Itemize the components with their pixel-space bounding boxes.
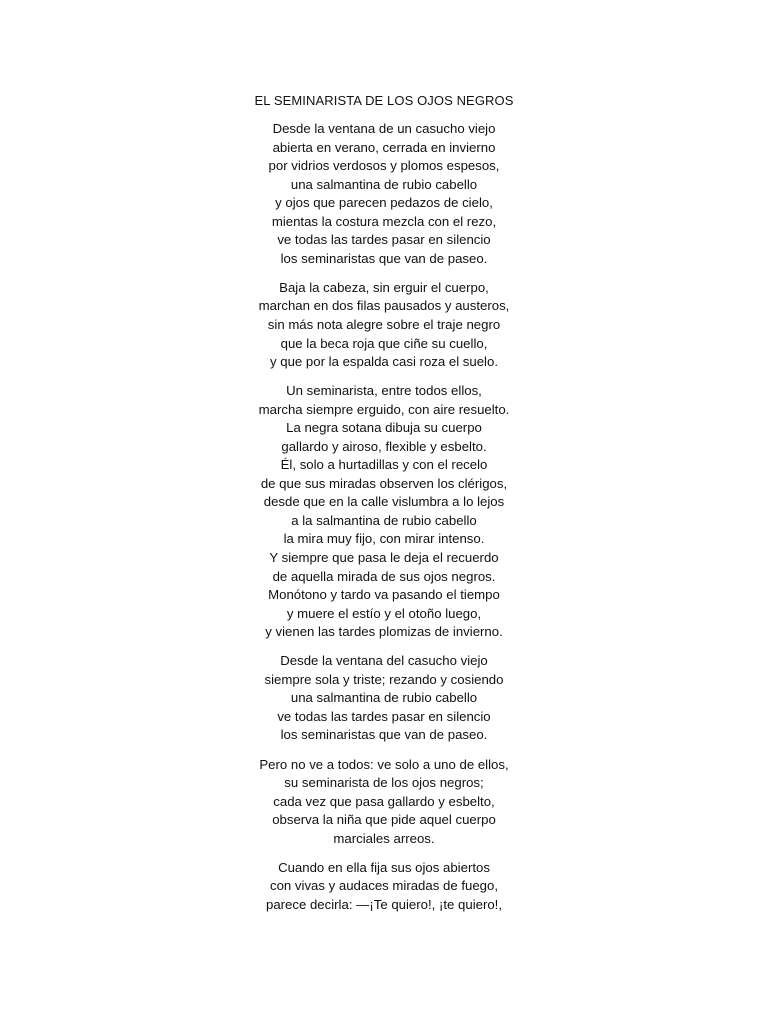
poem-line: una salmantina de rubio cabello [290, 690, 478, 706]
poem-line: mientas la costura mezcla con el rezo, [271, 213, 497, 229]
poem-line: sin más nota alegre sobre el traje negro [267, 316, 501, 332]
poem-line: de aquella mirada de sus ojos negros. [272, 568, 496, 584]
poem-line: siempre sola y triste; rezando y cosiendo [264, 671, 504, 687]
poem-title: EL SEMINARISTA DE LOS OJOS NEGROS [254, 93, 514, 108]
poem-line: desde que en la calle vislumbra a lo lejos [263, 494, 505, 510]
poem-line: marcha siempre erguido, con aire resuelto. [258, 401, 510, 417]
poem-line: y ojos que parecen pedazos de cielo, [275, 195, 493, 211]
stanza [0, 279, 768, 372]
poem-line: Él, solo a hurtadillas y con el recelo [280, 457, 488, 473]
poem-line: Pero no ve a todos: ve solo a uno de ellos, [259, 756, 509, 772]
poem-line: su seminarista de los ojos negros; [284, 775, 484, 791]
poem-line: marciales arreos. [333, 830, 435, 846]
stanza [0, 859, 768, 915]
stanza [0, 120, 768, 268]
poem-line: de que sus miradas observen los clérigos, [260, 475, 508, 491]
poem-line: Cuando en ella fija sus ojos abiertos [278, 859, 490, 875]
poem-line: parece decirla: —¡Te quiero!, ¡te quiero!, [265, 896, 503, 912]
poem-line: la mira muy fijo, con mirar intenso. [283, 531, 485, 547]
poem-body [0, 120, 768, 925]
stanza [0, 652, 768, 745]
poem-line: observa la niña que pide aquel cuerpo [272, 812, 496, 828]
poem-line: ve todas las tardes pasar en silencio [277, 708, 491, 724]
poem-line: La negra sotana dibuja su cuerpo [286, 420, 482, 436]
poem-line: que la beca roja que ciñe su cuello, [280, 335, 488, 351]
poem-line: con vivas y audaces miradas de fuego, [270, 878, 498, 894]
stanza [0, 756, 768, 849]
poem-line: gallardo y airoso, flexible y esbelto. [281, 438, 487, 454]
poem-line: Desde la ventana del casucho viejo [280, 653, 488, 669]
poem-line: una salmantina de rubio cabello [290, 176, 478, 192]
poem-line: Y siempre que pasa le deja el recuerdo [269, 550, 499, 566]
poem-line: Monótono y tardo va pasando el tiempo [268, 587, 500, 603]
poem-line: Desde la ventana de un casucho viejo [272, 121, 496, 136]
poem-line: Baja la cabeza, sin erguir el cuerpo, [279, 279, 489, 295]
poem-line: ve todas las tardes pasar en silencio [277, 232, 491, 248]
stanza [0, 382, 768, 642]
poem-line: marchan en dos filas pausados y austeros, [258, 298, 510, 314]
poem-line: cada vez que pasa gallardo y esbelto, [273, 793, 495, 809]
poem-line: los seminaristas que van de paseo. [280, 727, 488, 743]
poem-line: los seminaristas que van de paseo. [280, 250, 488, 266]
poem-line: por vidrios verdosos y plomos espesos, [268, 158, 500, 174]
poem-line: a la salmantina de rubio cabello [291, 512, 477, 528]
poem-line: abierta en verano, cerrada en invierno [272, 139, 496, 155]
poem-line: y vienen las tardes plomizas de invierno. [265, 624, 503, 640]
poem-line: y muere el estío y el otoño luego, [286, 605, 482, 621]
poem-line: Un seminarista, entre todos ellos, [286, 383, 482, 399]
poem-line: y que por la espalda casi roza el suelo. [270, 354, 498, 370]
